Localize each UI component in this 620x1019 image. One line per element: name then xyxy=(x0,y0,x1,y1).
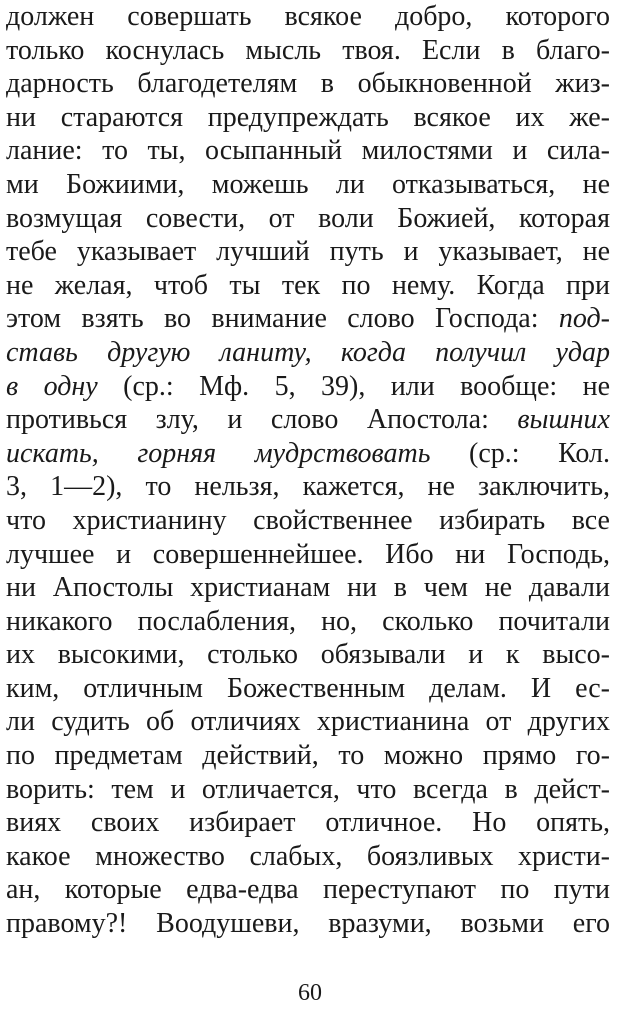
body-text xyxy=(6,0,610,941)
text-line xyxy=(6,67,610,101)
text-run: должен совершать всякое добро, которого xyxy=(6,1,610,32)
text-run: тебе указывает лучший путь и указывает, не xyxy=(6,236,610,268)
text-line xyxy=(6,840,610,874)
text-line xyxy=(6,705,610,739)
text-line xyxy=(6,336,610,370)
text-run: возмущая совести, от воли Божией, которая xyxy=(6,202,610,234)
text-line xyxy=(6,134,610,168)
text-line xyxy=(6,773,610,807)
italic-text-run: в одну xyxy=(6,370,98,402)
text-line xyxy=(6,907,610,941)
text-run: 3, 1—2), то нельзя, кажется, не заключить, xyxy=(6,471,610,503)
text-run: что христианину свойственнее избирать все xyxy=(6,504,610,536)
text-run: дарность благодетелям в обыкновенной жиз- xyxy=(6,68,610,100)
text-run: никакого послабления, но, сколько почитали xyxy=(6,605,610,637)
text-line xyxy=(6,101,610,135)
text-line xyxy=(6,235,610,269)
text-line xyxy=(6,437,610,471)
text-line xyxy=(6,470,610,504)
text-run: не желая, чтоб ты тек по нему. Когда при xyxy=(6,269,610,301)
text-line xyxy=(6,403,610,437)
text-line xyxy=(6,504,610,538)
text-run: (ср.: Мф. 5, 39), или вообще: не xyxy=(97,370,610,402)
italic-text-run: ставь другую ланиту, когда получил удар xyxy=(6,336,610,368)
text-line xyxy=(6,269,610,303)
text-run: ни стараются предупреждать всякое их же- xyxy=(6,101,610,133)
text-run: только коснулась мысль твоя. Если в благо- xyxy=(6,34,610,66)
text-line xyxy=(6,571,610,605)
text-run: ми Божиими, можешь ли отказываться, не xyxy=(6,168,610,200)
text-run: ни Апостолы христианам ни в чем не давали xyxy=(6,572,610,604)
italic-text-run: под- xyxy=(558,303,610,335)
text-run: по предметам действий, то можно прямо го- xyxy=(6,740,610,772)
page-number: 60 xyxy=(298,980,322,1006)
text-run: ким, отличным Божественным делам. И ес- xyxy=(6,672,610,704)
text-run: правому?! Воодушеви, вразуми, возьми его xyxy=(6,908,610,940)
text-run: лучшее и совершеннейшее. Ибо ни Господь, xyxy=(6,538,610,570)
text-line xyxy=(6,605,610,639)
text-run: ли судить об отличиях христианина от других xyxy=(6,706,610,738)
text-line xyxy=(6,538,610,572)
text-run: какое множество слабых, боязливых христи- xyxy=(6,840,610,872)
text-line xyxy=(6,806,610,840)
text-run: ворить: тем и отличается, что всегда в дейст- xyxy=(6,773,610,805)
italic-text-run: вышних xyxy=(517,404,610,436)
text-run: этом взять во внимание слово Господа: xyxy=(6,303,559,335)
text-line xyxy=(6,638,610,672)
text-line xyxy=(6,302,610,336)
text-run: противься злу, и слово Апостола: xyxy=(6,404,518,436)
text-line xyxy=(6,0,610,34)
text-line xyxy=(6,873,610,907)
text-line xyxy=(6,34,610,68)
text-run: лание: то ты, осыпанный милостями и сила- xyxy=(6,135,610,167)
text-line xyxy=(6,202,610,236)
text-run: их высокими, столько обязывали и к высо- xyxy=(6,639,610,671)
italic-text-run: искать, горняя мудрствовать xyxy=(6,437,431,469)
text-line xyxy=(6,370,610,404)
text-line xyxy=(6,739,610,773)
text-line xyxy=(6,672,610,706)
text-run: ан, которые едва-едва переступают по пути xyxy=(6,874,610,906)
text-run: (ср.: Кол. xyxy=(430,437,610,469)
text-run: виях своих избирает отличное. Но опять, xyxy=(6,807,610,839)
text-line xyxy=(6,168,610,202)
